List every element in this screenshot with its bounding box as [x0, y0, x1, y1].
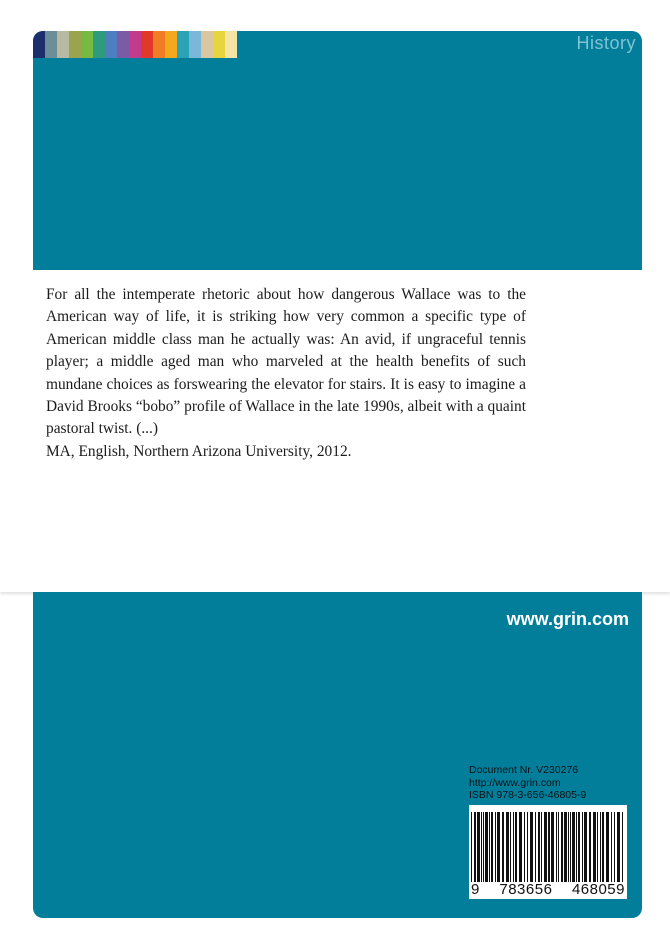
barcode-bar — [538, 812, 540, 882]
barcode-bar — [600, 812, 601, 882]
color-strip-tab — [93, 31, 105, 58]
barcode-bar — [477, 812, 480, 882]
color-strip-tab — [213, 31, 225, 58]
cover-bottom-panel — [33, 592, 642, 918]
barcode-bar — [602, 812, 604, 882]
barcode-bar — [572, 812, 575, 882]
website-label[interactable]: www.grin.com — [506, 609, 629, 629]
barcode-bar — [611, 812, 612, 882]
color-strip-tab — [105, 31, 117, 58]
color-strip-tab — [177, 31, 189, 58]
barcode-bar — [481, 812, 482, 882]
barcode-bar — [519, 812, 522, 882]
barcode-bar — [513, 812, 514, 882]
cover-top-panel — [33, 31, 642, 270]
document-number: Document Nr. V230276 — [469, 764, 579, 776]
color-strip-tab — [225, 31, 237, 58]
barcode-bar — [485, 812, 488, 882]
barcode-bar — [506, 812, 509, 882]
category-label: History — [576, 33, 636, 53]
barcode-bar — [576, 812, 577, 882]
color-strip-tab — [141, 31, 153, 58]
color-strip-tab — [69, 31, 81, 58]
color-strip-tab — [81, 31, 93, 58]
blurb-text: For all the intemperate rhetoric about how dangerous Wallace was to the American way of life, it is striking how very common a specific type of American middle class man he actually was: An avid, if ungraceful tennis player; a middle aged man who marveled at the health benefits of such mundane choices as forswearing the elevator for stairs. It is easy to imagine a David Brooks “bobo” profile of Wallace in the late 1990s, albeit with a quaint pastoral twist. (...) — [46, 286, 526, 438]
barcode-bar — [548, 812, 550, 882]
barcode-digits — [469, 881, 627, 898]
barcode-bar — [593, 812, 596, 882]
publisher-url[interactable]: http://www.grin.com — [469, 776, 561, 789]
color-strip-tab — [117, 31, 129, 58]
color-strip-tab — [129, 31, 141, 58]
barcode-bar — [541, 812, 542, 882]
barcode-bar — [510, 812, 511, 882]
barcode-bar — [515, 812, 517, 882]
barcode-bar — [527, 812, 528, 882]
color-strip-tab — [189, 31, 201, 58]
barcode-bar — [491, 812, 493, 882]
barcode-bar — [597, 812, 598, 882]
barcode-digit-group: 783656 — [499, 880, 553, 898]
barcode-bar — [568, 812, 569, 882]
barcode-bar — [578, 812, 580, 882]
barcode-digit-group: 9 — [471, 880, 480, 898]
barcode-bar — [502, 812, 504, 882]
author-note: MA, English, Northern Arizona University, 2012. — [46, 443, 352, 460]
isbn-number: ISBN 978-3-656-46805-9 — [469, 789, 587, 801]
barcode-block — [469, 764, 627, 899]
barcode-bar — [622, 812, 623, 882]
barcode-bar — [617, 812, 620, 882]
barcode-bar — [614, 812, 615, 882]
barcode-bar — [556, 812, 557, 882]
barcode-bar — [564, 812, 567, 882]
barcode-bars — [469, 812, 627, 882]
barcode-digit-group: 468059 — [571, 880, 625, 898]
barcode-bar — [497, 812, 500, 882]
barcode-bar — [558, 812, 559, 882]
barcode-bar — [544, 812, 547, 882]
barcode-bar — [524, 812, 525, 882]
barcode-bar — [483, 812, 484, 882]
barcode-bar — [535, 812, 536, 882]
barcode-bar — [561, 812, 563, 882]
color-strip-tab — [201, 31, 213, 58]
barcode-bar — [530, 812, 533, 882]
barcode-bar — [582, 812, 583, 882]
barcode-bar — [551, 812, 554, 882]
barcode-bar — [570, 812, 571, 882]
barcode-bar — [584, 812, 587, 882]
color-strip-tab — [57, 31, 69, 58]
barcode-bar — [589, 812, 591, 882]
color-strip-tab — [45, 31, 57, 58]
barcode-bar — [474, 812, 476, 882]
color-strip-tab — [33, 31, 45, 58]
barcode-bar — [495, 812, 496, 882]
barcode-bar — [489, 812, 490, 882]
color-strip-tab — [165, 31, 177, 58]
color-strip — [33, 31, 237, 58]
color-strip-tab — [153, 31, 165, 58]
barcode-background — [469, 805, 627, 899]
barcode-bar — [606, 812, 609, 882]
barcode-bar — [471, 812, 472, 882]
